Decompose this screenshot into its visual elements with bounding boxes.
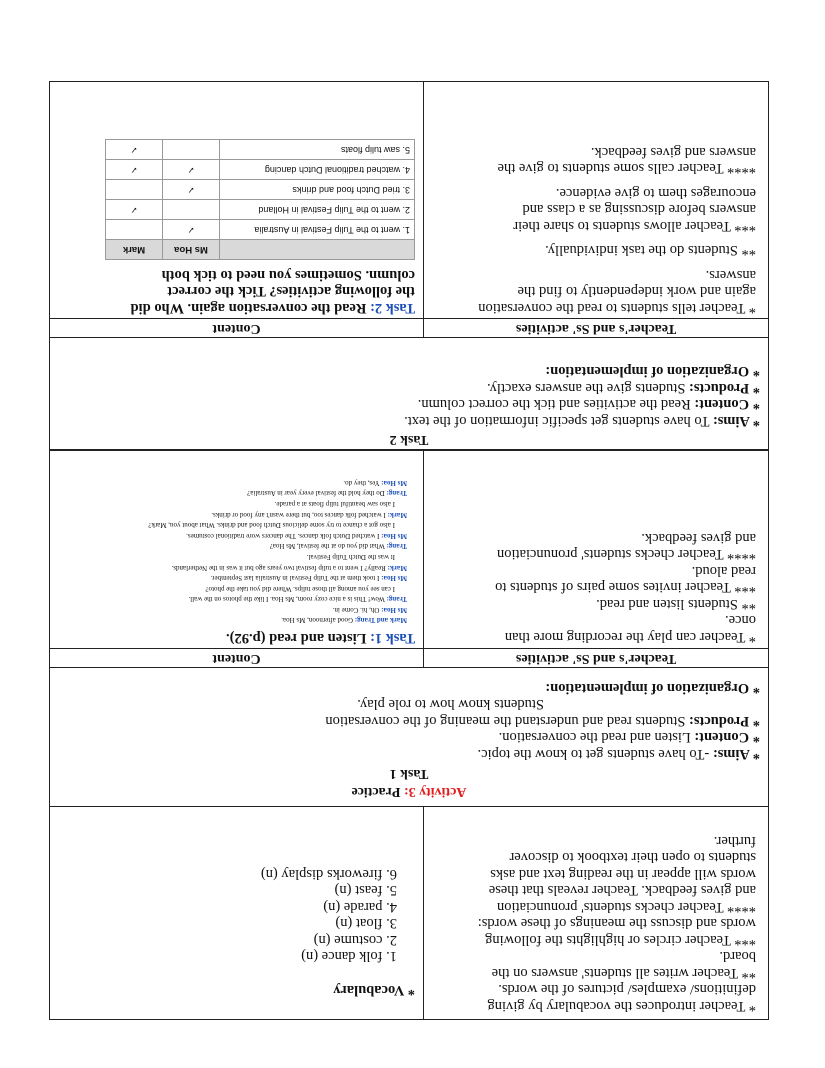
text-line: * Teacher tells students to read the conversation	[478, 300, 756, 316]
column-header-activities: Teacher's and Ss' activities	[423, 649, 768, 667]
script-line: It was the Dutch Tulip Festival.	[306, 552, 395, 561]
tick-cell	[163, 200, 220, 220]
script-line: I also got a chance to try some delicious Dutch food and drinks. What about you, Mark?	[148, 521, 395, 530]
text-line: students to open their textbook to discover	[509, 849, 756, 866]
text-line: and gives feedback.	[641, 530, 756, 546]
script-line: Trang: Wow! This is a nice cozy room, Ms Hoa. I like the photos on the wall.	[188, 595, 407, 604]
column-header-content: Content	[212, 321, 261, 336]
text-line: further.	[713, 833, 756, 849]
table-row	[106, 180, 415, 200]
vocab-word: 3. float (n)	[335, 915, 397, 932]
text-line: once.	[725, 612, 756, 629]
activity-cell: 3. tried Dutch food and drinks	[220, 180, 415, 200]
text-line: ** Teacher writes all students' answers on the	[491, 965, 756, 981]
task2-organization: * Organization of implementation:	[545, 363, 760, 380]
task2-products: * Products: Students give the answers exactly.	[486, 380, 760, 396]
text-line: *** Teacher invites some pairs of students to	[495, 579, 756, 596]
vocabulary-activities	[423, 807, 768, 1019]
text-line: and gives feedback. Teacher reveals that these	[488, 882, 756, 899]
vocabulary-section	[49, 806, 769, 1020]
table-header: Ms Hoa	[163, 240, 220, 260]
column-header-content: Content	[212, 651, 261, 666]
activity-cell: 1. went to the Tulip Festival in Australia	[220, 220, 415, 240]
task1-content	[50, 451, 423, 649]
script-line: Mark and Trang: Good afternoon, Ms Hoa.	[281, 616, 407, 625]
activity-cell: 5. saw tulip floats	[220, 140, 415, 160]
text-line: words will appear in the reading text and asks	[490, 866, 756, 882]
text-line: definitions/ examples/ pictures of the words.	[498, 981, 756, 998]
script-line: I also saw beautiful tulip floats at a parade.	[274, 499, 395, 508]
conversation-script	[58, 477, 415, 625]
vocab-word: 5. feast (n)	[334, 882, 397, 899]
vocab-word: 2. costume (n)	[313, 932, 397, 948]
text-line: **** Teacher calls some students to give the	[497, 160, 756, 177]
column-header-activities: Teacher's and Ss' activities	[423, 319, 768, 337]
tick-cell	[106, 220, 163, 240]
text-line: ** Students do the task individually.	[545, 242, 756, 259]
activity-heading	[50, 782, 768, 800]
activities-table	[105, 140, 415, 261]
task2-content: * Content: Read the activities and tick the correct column.	[417, 396, 760, 413]
tick-cell	[106, 180, 163, 200]
text-line: * Teacher can play the recording more than	[504, 629, 756, 645]
table-row	[106, 220, 415, 240]
activity-name: Practice	[351, 784, 401, 799]
task1-info	[49, 668, 769, 806]
task2-aims: * Aims: To have students get specific information of the text.	[404, 413, 760, 429]
text-line: **** Teacher checks students' pronunciation	[496, 899, 756, 915]
tick-cell: ✓	[106, 140, 163, 160]
script-line: Ms Hoa: Yes, they do.	[343, 478, 407, 487]
activity-label: Activity 3:	[403, 784, 467, 799]
task1-organization: * Organization of implementation:	[545, 680, 760, 696]
text-line: * Teacher introduces the vocabulary by giving	[487, 998, 756, 1014]
tick-cell: ✓	[106, 160, 163, 180]
text-line: *** Teacher allows students to share their	[513, 218, 756, 234]
vocab-word: 6. fireworks display (n)	[260, 866, 397, 882]
activity-cell: 4. watched traditional Dutch dancing	[220, 160, 415, 180]
table-header: Mark	[106, 240, 163, 260]
table-header	[220, 240, 415, 260]
task1-column-headers	[49, 648, 769, 668]
text-line: board.	[719, 948, 756, 965]
table-row	[106, 140, 415, 160]
task2-info	[49, 338, 769, 450]
table-header-row	[106, 240, 415, 260]
tick-cell: ✓	[163, 160, 220, 180]
tick-cell: ✓	[163, 220, 220, 240]
task1-activities	[423, 451, 768, 649]
vocabulary-content	[50, 807, 423, 1019]
tick-cell: ✓	[106, 200, 163, 220]
task1-products-line2: Students know how to role play.	[357, 696, 544, 713]
task1-title: Task 1: Listen and read (p.92).	[226, 630, 415, 646]
table-row	[106, 160, 415, 180]
text-line: words and discuss the meanings of these words:	[477, 915, 756, 932]
script-line: Ms Hoa: I took them at the Tulip Festival in Australia last September.	[210, 574, 407, 583]
text-line: encourages them to give evidence.	[555, 185, 756, 201]
task1-body	[49, 450, 769, 649]
task1-products: * Products: Students read and understand the meaning of the conversation	[325, 713, 760, 729]
task2-body	[49, 81, 769, 319]
script-line: Mark: I watched folk dances too, but there wasn't any food or drinks.	[211, 510, 407, 519]
task1-aims: * Aims: -To have students get to know the topic.	[477, 746, 760, 762]
task2-activities	[423, 82, 768, 319]
script-line: Ms Hoa: Oh, hi. Come in.	[332, 605, 407, 614]
text-line: answers.	[705, 267, 756, 283]
activity-cell: 2. went to the Tulip Festival in Holland	[220, 200, 415, 220]
vocab-word: 1. folk dance (n)	[301, 948, 397, 965]
script-line: Trang: What did you do at the festival, Ms Hoa?	[269, 542, 407, 551]
task2-heading: Task 2	[389, 432, 429, 447]
table-row	[106, 200, 415, 220]
tick-cell	[163, 140, 220, 160]
vocab-word: 4. parade (n)	[323, 899, 397, 915]
text-line: **** Teacher checks students' pronunciation	[496, 546, 756, 563]
tick-cell: ✓	[163, 180, 220, 200]
task2-title-line3: column. Sometimes you need to tick both	[161, 267, 415, 283]
script-line: I can see you among all those tulips. Where did you take the photo?	[205, 584, 395, 593]
text-line: again and work independently to find the	[517, 283, 756, 300]
text-line: read aloud.	[691, 563, 756, 579]
text-line: answers before discussing as a class and	[522, 201, 756, 218]
task2-content	[50, 82, 423, 319]
text-line: *** Teacher circles or highlights the following	[485, 932, 756, 948]
task2-title-line2: the following activities? Tick the correct	[167, 283, 415, 300]
script-line: Mark: Really? I went to a tulip festival two years ago but it was in the Netherlands.	[171, 563, 407, 572]
task1-content: * Content: Listen and read the conversation.	[498, 729, 760, 746]
script-line: Ms Hoa: I watched Dutch folk dances. The dancers wore traditional costumes.	[186, 531, 407, 540]
text-line: ** Students listen and read.	[596, 596, 756, 612]
vocabulary-heading: * Vocabulary	[333, 982, 415, 998]
task2-column-headers	[49, 318, 769, 338]
script-line: Trang: Do they hold the festival every year in Australia?	[247, 489, 407, 498]
task2-title-line1: Task 2: Read the conversation again. Who did	[130, 300, 415, 316]
text-line: answers and gives feedback.	[590, 144, 756, 160]
task1-heading: Task 1	[389, 766, 429, 781]
